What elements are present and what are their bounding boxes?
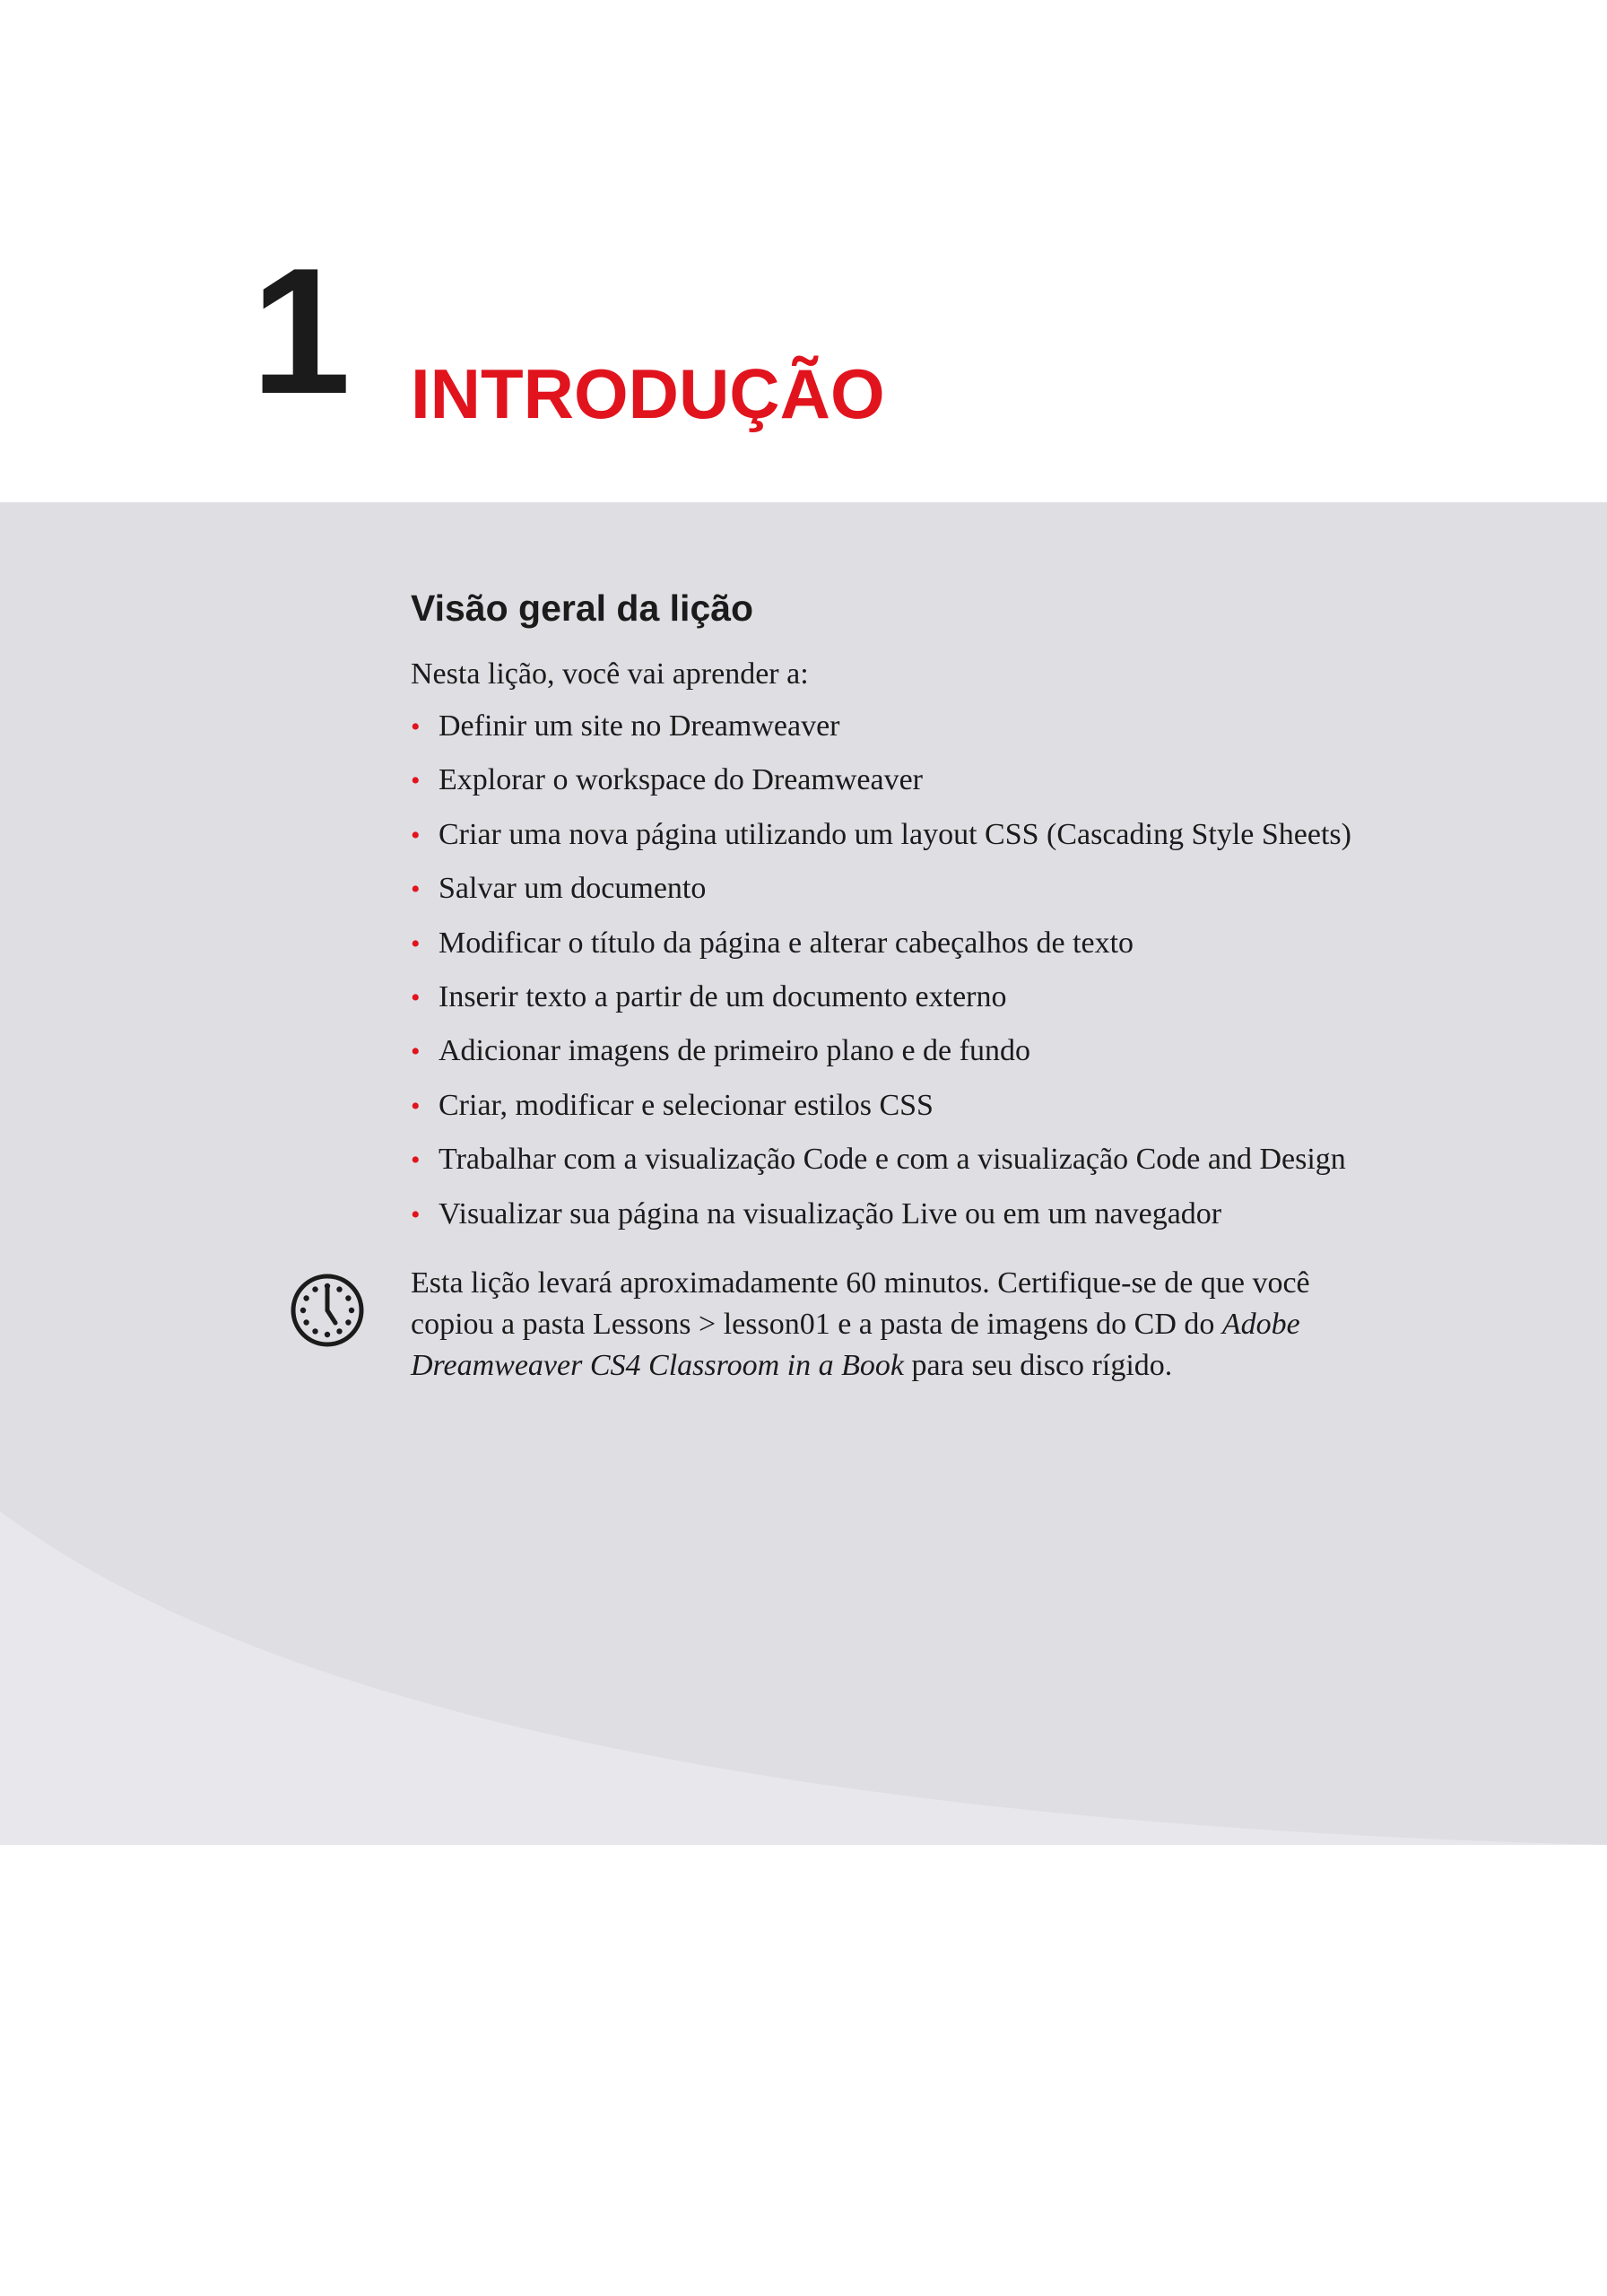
- bullet-icon: •: [411, 1200, 421, 1230]
- list-item: [411, 1196, 1221, 1233]
- chapter-number: 1: [251, 231, 346, 431]
- list-item: [411, 1033, 1030, 1070]
- bullet-icon: •: [411, 929, 421, 959]
- bullet-icon: •: [411, 1037, 421, 1066]
- bullet-icon: •: [411, 874, 421, 904]
- list-item-text: Salvar um documento: [439, 872, 707, 905]
- list-item-text: Definir um site no Dreamweaver: [439, 709, 840, 743]
- list-item-text: Inserir texto a partir de um documento externo: [439, 980, 1007, 1013]
- section-heading: Visão geral da lição: [411, 587, 754, 629]
- list-item: [411, 926, 1134, 962]
- bullet-icon: •: [411, 1145, 421, 1175]
- list-item: [411, 817, 1351, 854]
- overview-band: [0, 502, 1607, 1845]
- list-item-text: Criar, modificar e selecionar estilos CSS: [439, 1089, 934, 1122]
- bullet-icon: •: [411, 712, 421, 742]
- list-item-text: Modificar o título da página e alterar cabeçalhos de texto: [439, 926, 1134, 960]
- bullet-icon: •: [411, 983, 421, 1013]
- list-item-text: Explorar o workspace do Dreamweaver: [439, 763, 923, 796]
- time-note-text: Esta lição levará aproximadamente 60 minutos. Certifique-se de que você copiou a pasta Lessons > lesson01 e a pasta de imagens do CD do: [411, 1266, 1310, 1341]
- intro-line: Nesta lição, você vai aprender a:: [411, 657, 809, 691]
- bullet-icon: •: [411, 821, 421, 850]
- list-item: [411, 979, 1007, 1016]
- list-item-text: Adicionar imagens de primeiro plano e de fundo: [439, 1034, 1030, 1067]
- time-note: [411, 1263, 1397, 1387]
- book-title: Adobe Dreamweaver CS4 Classroom in a Book: [411, 1308, 1300, 1382]
- time-note-end: para seu disco rígido.: [903, 1349, 1173, 1382]
- list-item: [411, 709, 840, 745]
- list-item: [411, 1142, 1346, 1178]
- bullet-icon: •: [411, 766, 421, 796]
- list-item-text: Criar uma nova página utilizando um layout CSS (Cascading Style Sheets): [439, 818, 1351, 851]
- clock-icon: [289, 1272, 366, 1349]
- bullet-icon: •: [411, 1091, 421, 1121]
- list-item: [411, 871, 706, 908]
- chapter-title: INTRODUÇÃO: [411, 354, 885, 433]
- list-item: [411, 1088, 934, 1125]
- list-item-text: Visualizar sua página na visualização Live ou em um navegador: [439, 1197, 1222, 1231]
- list-item-text: Trabalhar com a visualização Code e com a visualização Code and Design: [439, 1143, 1346, 1176]
- list-item: [411, 762, 923, 799]
